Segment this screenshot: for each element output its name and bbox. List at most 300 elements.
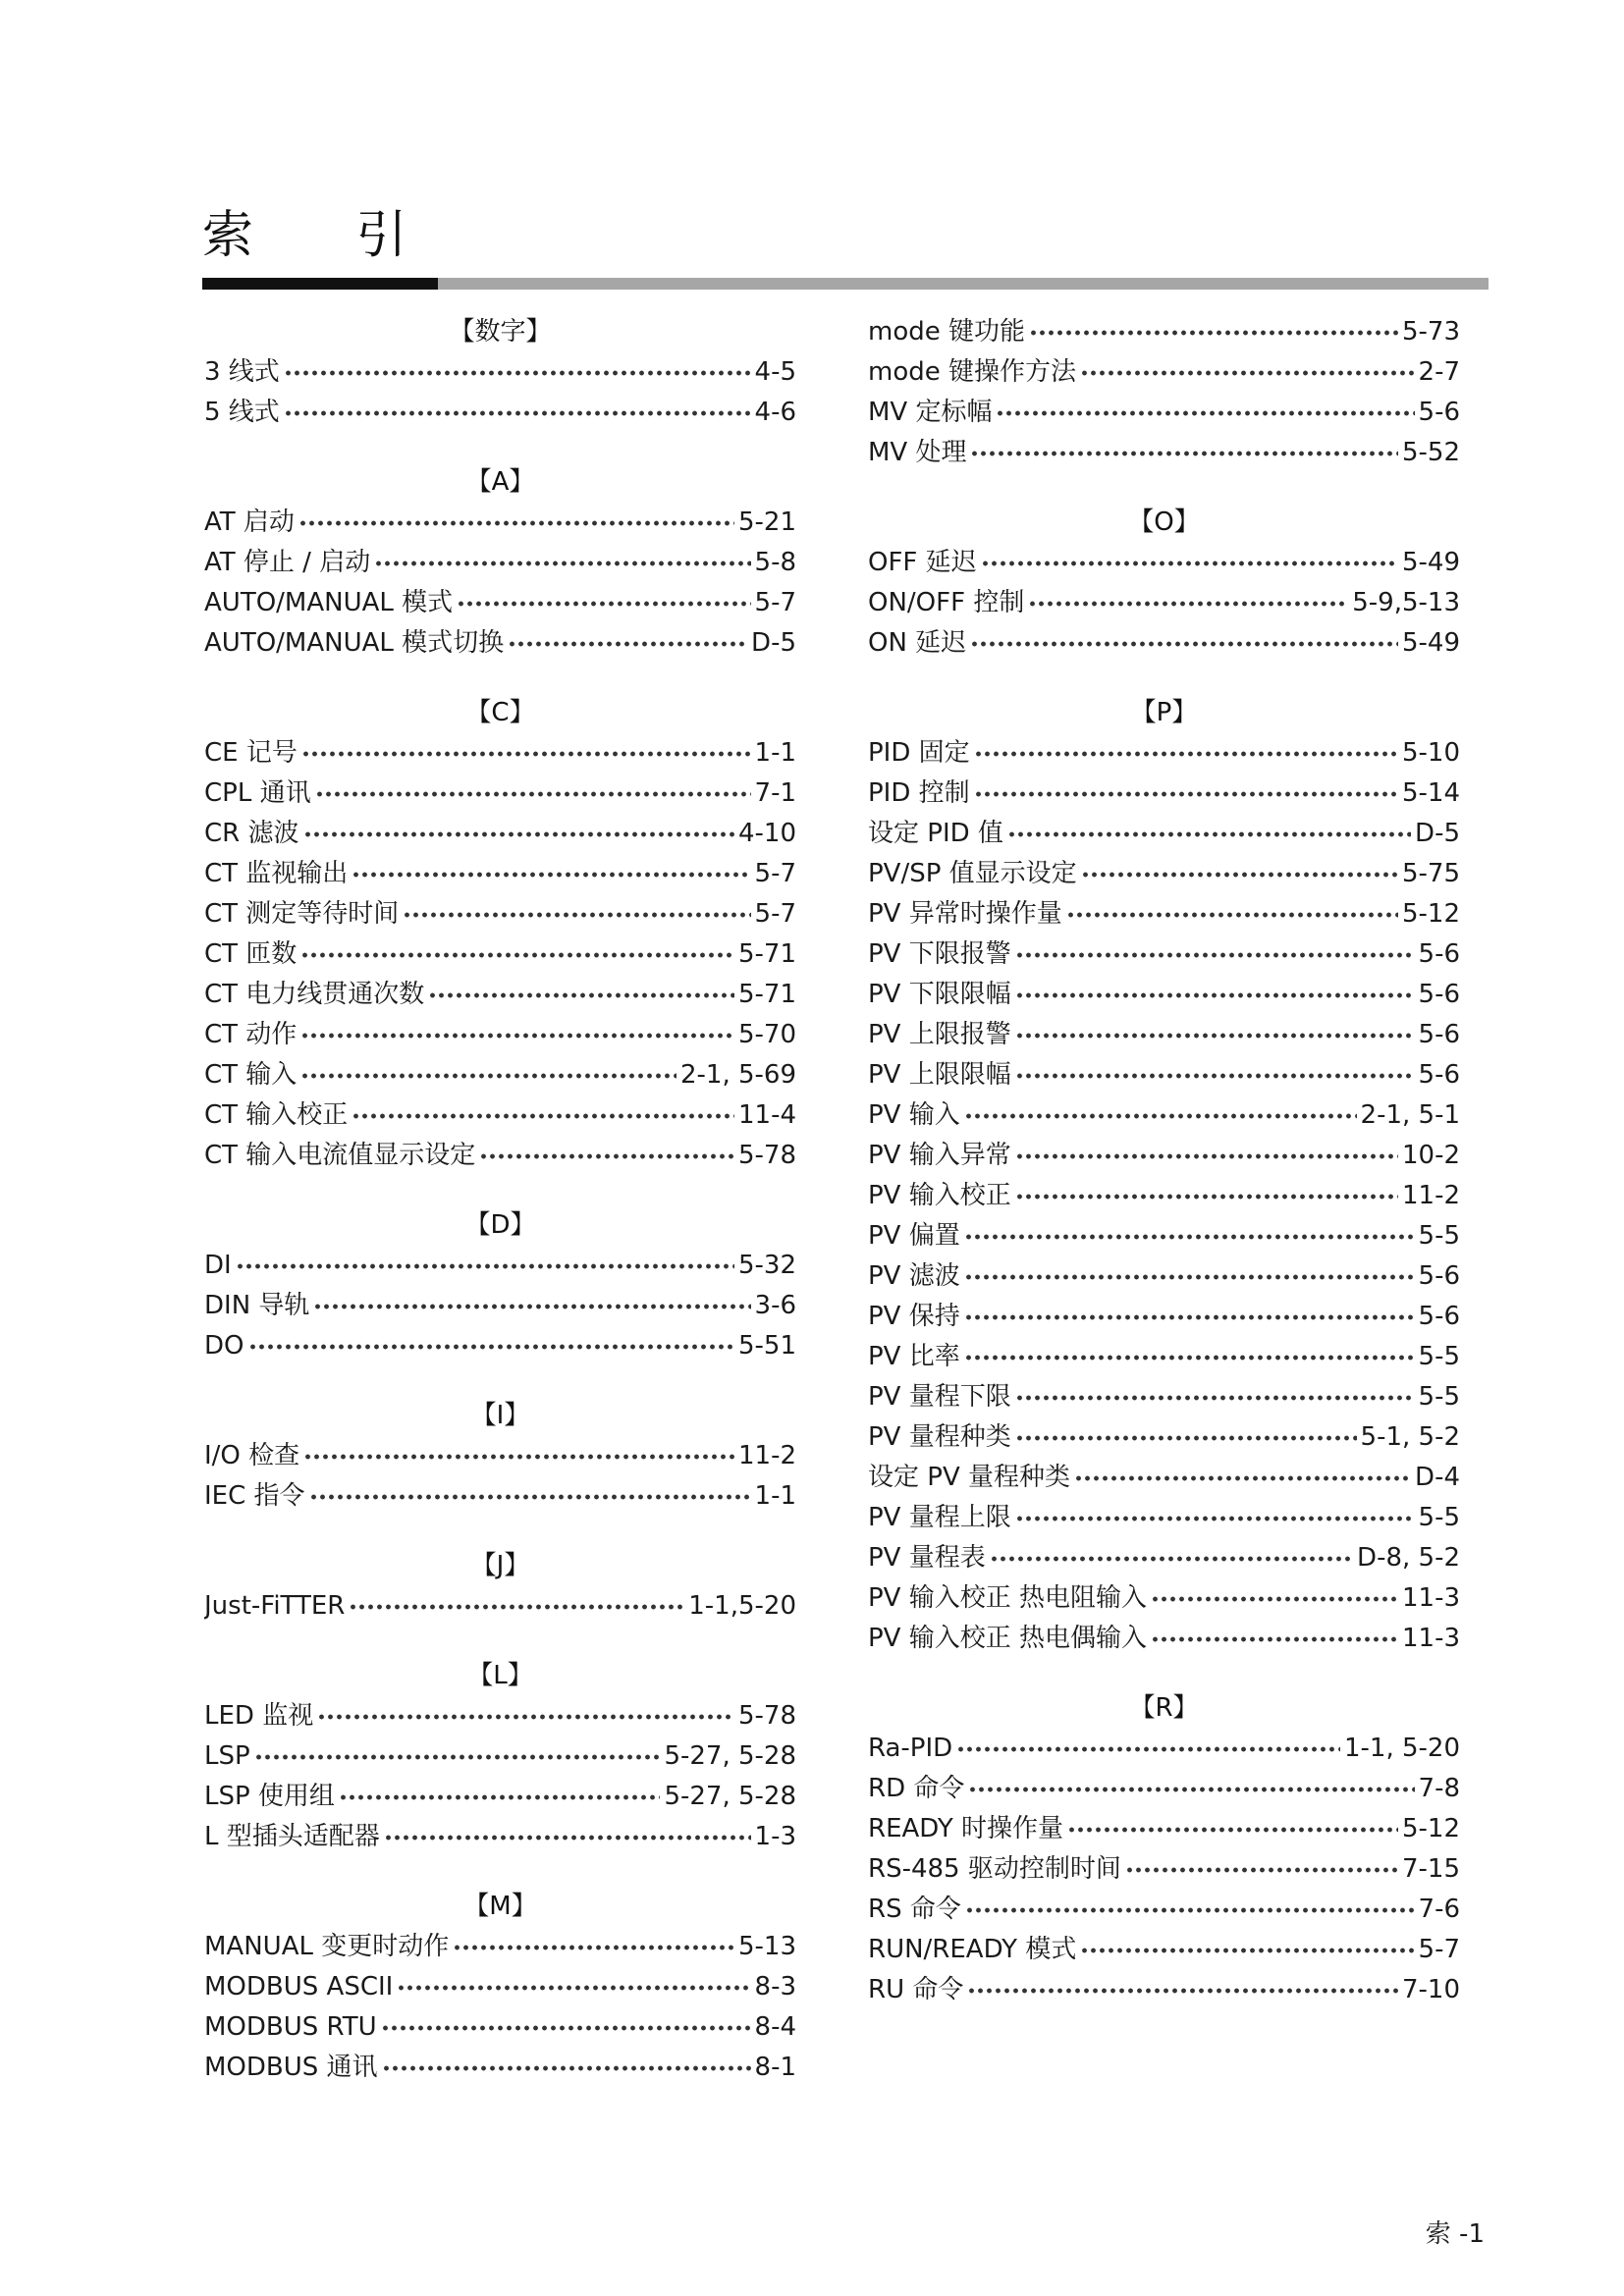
- index-page-ref: 5-78: [737, 1701, 796, 1731]
- index-entry: [868, 774, 1460, 814]
- index-entry: [868, 1890, 1460, 1930]
- dot-leader: [970, 640, 1398, 648]
- index-term: MV 处理: [868, 438, 967, 467]
- dot-leader: [403, 911, 750, 919]
- index-entry: [868, 1809, 1460, 1849]
- index-term: DIN 导轨: [204, 1291, 310, 1320]
- index-term: READY 时操作量: [868, 1814, 1064, 1843]
- index-page-ref: 11-2: [737, 1441, 796, 1470]
- dot-leader: [1080, 1947, 1414, 1954]
- section-gap: [204, 1366, 796, 1396]
- dot-leader: [284, 409, 751, 417]
- index-term: MV 定标幅: [868, 398, 993, 427]
- index-page-ref: 2-7: [1418, 357, 1460, 387]
- index-term: CPL 通讯: [204, 778, 311, 808]
- index-term: LSP: [204, 1741, 250, 1771]
- dot-leader: [349, 1603, 684, 1611]
- index-entry: [868, 1849, 1460, 1890]
- index-entry: [868, 1256, 1460, 1297]
- index-page-ref: 5-6: [1418, 1261, 1460, 1291]
- index-page-ref: 4-10: [737, 819, 796, 848]
- index-term: PID 固定: [868, 738, 970, 768]
- index-term: LED 监视: [204, 1701, 314, 1731]
- index-term: ON/OFF 控制: [868, 588, 1025, 617]
- index-term: PV 输入校正: [868, 1181, 1011, 1210]
- dot-leader: [382, 2064, 751, 2072]
- index-term: RD 命令: [868, 1774, 965, 1803]
- dot-leader: [300, 951, 734, 959]
- index-term: mode 键操作方法: [868, 357, 1076, 387]
- dot-leader: [990, 1555, 1353, 1563]
- dot-leader: [457, 600, 750, 608]
- index-entry: [868, 1619, 1460, 1659]
- section-gap: [204, 1627, 796, 1656]
- section-gap: [204, 1517, 796, 1546]
- index-term: AT 停止 / 启动: [204, 548, 371, 577]
- index-term: MODBUS 通讯: [204, 2053, 378, 2082]
- index-term: MODBUS RTU: [204, 2012, 377, 2042]
- index-term: 设定 PID 值: [868, 819, 1003, 848]
- index-entry: [204, 1927, 796, 1967]
- index-term: MODBUS ASCII: [204, 1972, 394, 2002]
- index-term: LSP 使用组: [204, 1782, 335, 1811]
- index-term: PV 比率: [868, 1342, 960, 1371]
- index-entry: [204, 352, 796, 393]
- index-entry: [204, 1095, 796, 1136]
- dot-leader: [1125, 1866, 1398, 1874]
- index-page-ref: 5-71: [737, 939, 796, 969]
- index-term: PV 量程下限: [868, 1382, 1011, 1412]
- index-page-ref: D-4: [1415, 1463, 1460, 1492]
- dot-leader: [1015, 1394, 1415, 1402]
- section-heading: 【数字】: [449, 317, 552, 347]
- index-term: CT 匝数: [204, 939, 298, 969]
- dot-leader: [453, 1944, 734, 1951]
- dot-leader: [300, 1072, 677, 1080]
- index-term: PV 量程表: [868, 1543, 986, 1573]
- index-term: IEC 指令: [204, 1481, 305, 1511]
- index-term: PV 下限限幅: [868, 980, 1011, 1009]
- index-term: CT 输入校正: [204, 1100, 349, 1130]
- index-entry: [204, 894, 796, 934]
- dot-leader: [352, 871, 750, 879]
- index-entry: [868, 1015, 1460, 1055]
- dot-leader: [339, 1793, 661, 1801]
- dot-leader: [1015, 1434, 1357, 1442]
- dot-leader: [313, 1303, 750, 1310]
- index-term: PV 输入校正 热电阻输入: [868, 1583, 1147, 1613]
- section-heading: 【M】: [463, 1892, 537, 1921]
- index-entry: [204, 1777, 796, 1817]
- index-entry: [868, 814, 1460, 854]
- section-heading: 【J】: [470, 1551, 530, 1580]
- index-term: AT 启动: [204, 507, 295, 537]
- dot-leader: [254, 1753, 661, 1761]
- index-page-ref: 1-1: [754, 738, 796, 768]
- index-entry: [204, 934, 796, 975]
- dot-leader: [1015, 951, 1415, 959]
- index-page-ref: 5-73: [1401, 317, 1460, 347]
- index-page-ref: 5-52: [1401, 438, 1460, 467]
- index-page-ref: 5-8: [754, 548, 796, 577]
- index-page-ref: 11-2: [1401, 1181, 1460, 1210]
- index-page-ref: 4-5: [754, 357, 796, 387]
- dot-leader: [1074, 1474, 1411, 1482]
- index-term: PV 输入: [868, 1100, 960, 1130]
- dot-leader: [298, 519, 734, 527]
- index-term: L 型插头适配器: [204, 1822, 380, 1851]
- dot-leader: [315, 790, 751, 798]
- index-entry: [204, 1586, 796, 1627]
- index-term: CT 输入电流值显示设定: [204, 1141, 476, 1170]
- index-term: Ra-PID: [868, 1734, 953, 1763]
- index-entry: [868, 1216, 1460, 1256]
- dot-leader: [967, 1987, 1398, 1995]
- index-page-ref: 2-1, 5-1: [1360, 1100, 1460, 1130]
- index-entry: [868, 433, 1460, 473]
- index-page-ref: 7-15: [1401, 1854, 1460, 1884]
- index-entry: [204, 1015, 796, 1055]
- dot-leader: [317, 1713, 734, 1721]
- index-page-ref: 5-7: [754, 899, 796, 929]
- index-term: PV 输入异常: [868, 1141, 1011, 1170]
- index-term: PV 上限限幅: [868, 1060, 1011, 1090]
- index-term: PV 上限报警: [868, 1020, 1011, 1049]
- index-entry: [204, 1476, 796, 1517]
- section-gap: [204, 1176, 796, 1205]
- index-term: OFF 延迟: [868, 548, 977, 577]
- index-entry: [204, 1326, 796, 1366]
- dot-leader: [300, 1032, 734, 1040]
- index-page-ref: 5-51: [737, 1331, 796, 1361]
- section-gap: [204, 433, 796, 462]
- index-term: CT 输入: [204, 1060, 298, 1090]
- dot-leader: [964, 1313, 1415, 1321]
- index-term: PV 异常时操作量: [868, 899, 1062, 929]
- index-page-ref: 5-5: [1418, 1382, 1460, 1412]
- index-term: 设定 PV 量程种类: [868, 1463, 1070, 1492]
- title-rule-dark: [202, 278, 438, 290]
- dot-leader: [303, 1453, 734, 1461]
- section-heading: 【L】: [467, 1661, 533, 1690]
- index-page-ref: 5-7: [1418, 1935, 1460, 1964]
- section-heading: 【C】: [465, 698, 535, 727]
- index-entry: [868, 1055, 1460, 1095]
- index-term: PV 下限报警: [868, 939, 1011, 969]
- index-entry: [204, 975, 796, 1015]
- index-page-ref: 5-5: [1418, 1503, 1460, 1532]
- dot-leader: [964, 1354, 1415, 1362]
- index-page-ref: 5-5: [1418, 1342, 1460, 1371]
- index-term: PV 量程种类: [868, 1422, 1011, 1452]
- index-page-ref: 5-78: [737, 1141, 796, 1170]
- index-page-ref: 11-3: [1401, 1624, 1460, 1653]
- index-entry: [868, 352, 1460, 393]
- dot-leader: [384, 1834, 751, 1842]
- index-entry: [204, 1246, 796, 1286]
- index-entry: [204, 814, 796, 854]
- index-page-ref: 5-6: [1418, 1020, 1460, 1049]
- index-term: 3 线式: [204, 357, 280, 387]
- index-page-ref: 4-6: [754, 398, 796, 427]
- index-page-ref: 2-1, 5-69: [679, 1060, 796, 1090]
- index-page-ref: 5-5: [1418, 1221, 1460, 1251]
- dot-leader: [974, 750, 1398, 758]
- index-entry: [204, 503, 796, 543]
- dot-leader: [381, 2024, 751, 2032]
- index-term: RS-485 驱动控制时间: [868, 1854, 1121, 1884]
- dot-leader: [964, 1233, 1415, 1241]
- index-term: PV 输入校正 热电偶输入: [868, 1624, 1147, 1653]
- index-page-ref: 5-27, 5-28: [664, 1782, 796, 1811]
- index-entry: [204, 774, 796, 814]
- dot-leader: [309, 1493, 751, 1501]
- index-term: MANUAL 变更时动作: [204, 1932, 450, 1961]
- index-page-ref: 10-2: [1401, 1141, 1460, 1170]
- index-page-ref: 5-27, 5-28: [664, 1741, 796, 1771]
- index-page-ref: 5-14: [1401, 778, 1460, 808]
- section-gap: [868, 1659, 1460, 1688]
- dot-leader: [1080, 369, 1415, 377]
- index-term: CR 滤波: [204, 819, 299, 848]
- index-term: Just-FiTTER: [204, 1591, 346, 1621]
- dot-leader: [1029, 329, 1398, 337]
- index-entry: [204, 623, 796, 664]
- index-entry: [868, 1458, 1460, 1498]
- index-entry: [204, 583, 796, 623]
- index-page-ref: 5-6: [1418, 980, 1460, 1009]
- index-page-ref: 11-3: [1401, 1583, 1460, 1613]
- section-gap: [868, 664, 1460, 693]
- dot-leader: [1015, 1515, 1415, 1522]
- index-term: AUTO/MANUAL 模式: [204, 588, 454, 617]
- index-term: PV 保持: [868, 1302, 960, 1331]
- index-entry: [868, 1176, 1460, 1216]
- index-entry: [868, 1769, 1460, 1809]
- dot-leader: [1015, 1193, 1398, 1201]
- dot-leader: [428, 991, 734, 999]
- dot-leader: [1007, 830, 1411, 838]
- index-term: DO: [204, 1331, 244, 1361]
- index-entry: [204, 1136, 796, 1176]
- dot-leader: [965, 1906, 1415, 1914]
- index-page-ref: 5-6: [1418, 939, 1460, 969]
- index-term: PV 偏置: [868, 1221, 960, 1251]
- dot-leader: [1015, 991, 1415, 999]
- dot-leader: [301, 750, 751, 758]
- index-entry: [204, 1696, 796, 1736]
- dot-leader: [1067, 1826, 1398, 1834]
- index-entry: [204, 1967, 796, 2007]
- dot-leader: [970, 450, 1398, 457]
- index-entry: [868, 1498, 1460, 1538]
- index-page-ref: 8-1: [754, 2053, 796, 2082]
- index-page-ref: 5-13: [737, 1932, 796, 1961]
- index-page-ref: 5-75: [1401, 859, 1460, 888]
- index-page-ref: D-8, 5-2: [1357, 1543, 1460, 1573]
- index-term: CT 动作: [204, 1020, 298, 1049]
- index-term: PV 量程上限: [868, 1503, 1011, 1532]
- index-page-ref: 8-4: [754, 2012, 796, 2042]
- index-page-ref: 5-7: [754, 588, 796, 617]
- dot-leader: [303, 830, 734, 838]
- index-page-ref: 1-1,5-20: [688, 1591, 796, 1621]
- dot-leader: [1066, 911, 1398, 919]
- index-page-ref: D-5: [751, 628, 796, 658]
- index-page-ref: 5-10: [1401, 738, 1460, 768]
- dot-leader: [974, 790, 1398, 798]
- index-entry: [868, 1729, 1460, 1769]
- page-title: 索 引: [202, 206, 451, 265]
- index-page-ref: 3-6: [754, 1291, 796, 1320]
- index-entry: [868, 1538, 1460, 1578]
- section-heading: 【D】: [464, 1210, 536, 1240]
- dot-leader: [1015, 1072, 1415, 1080]
- index-entry: [204, 1736, 796, 1777]
- index-term: CT 测定等待时间: [204, 899, 400, 929]
- index-entry: [868, 733, 1460, 774]
- index-page-ref: 5-1, 5-2: [1360, 1422, 1460, 1452]
- index-entry: [868, 623, 1460, 664]
- index-entry: [204, 854, 796, 894]
- dot-leader: [964, 1273, 1415, 1281]
- dot-leader: [1151, 1595, 1398, 1603]
- index-entry: [868, 975, 1460, 1015]
- index-entry: [868, 1136, 1460, 1176]
- dot-leader: [964, 1112, 1357, 1120]
- index-entry: [868, 1578, 1460, 1619]
- index-entry: [204, 1817, 796, 1857]
- index-term: RS 命令: [868, 1895, 961, 1924]
- index-entry: [204, 393, 796, 433]
- section-heading: 【I】: [470, 1401, 530, 1430]
- index-page-ref: 5-12: [1401, 899, 1460, 929]
- dot-leader: [397, 1984, 750, 1992]
- index-term: ON 延迟: [868, 628, 967, 658]
- index-entry: [868, 1095, 1460, 1136]
- index-entry: [204, 1055, 796, 1095]
- index-entry: [868, 894, 1460, 934]
- index-page-ref: 11-4: [737, 1100, 796, 1130]
- index-page-ref: 1-1, 5-20: [1343, 1734, 1460, 1763]
- index-page-ref: 7-10: [1401, 1975, 1460, 2004]
- dot-leader: [479, 1152, 734, 1160]
- dot-leader: [508, 640, 747, 648]
- dot-leader: [374, 560, 750, 567]
- index-entry: [868, 1377, 1460, 1417]
- index-term: PV/SP 值显示设定: [868, 859, 1077, 888]
- dot-leader: [1151, 1635, 1398, 1643]
- dot-leader: [248, 1343, 734, 1351]
- index-page-ref: 5-9,5-13: [1352, 588, 1460, 617]
- index-column-left: [204, 312, 796, 2088]
- index-entry: [868, 543, 1460, 583]
- section-gap: [868, 473, 1460, 503]
- title-rule: [202, 278, 1489, 290]
- index-page-ref: 5-71: [737, 980, 796, 1009]
- index-entry: [868, 1930, 1460, 1970]
- index-page-ref: 5-32: [737, 1251, 796, 1280]
- dot-leader: [956, 1745, 1340, 1753]
- section-heading: 【A】: [465, 467, 535, 497]
- dot-leader: [284, 369, 751, 377]
- index-entry: [204, 2007, 796, 2048]
- index-term: PV 滤波: [868, 1261, 960, 1291]
- index-entry: [868, 1297, 1460, 1337]
- index-term: I/O 检查: [204, 1441, 300, 1470]
- index-page-ref: 5-6: [1418, 398, 1460, 427]
- index-term: DI: [204, 1251, 232, 1280]
- dot-leader: [1015, 1032, 1415, 1040]
- index-entry: [868, 1970, 1460, 2010]
- index-page-ref: 5-7: [754, 859, 796, 888]
- index-term: AUTO/MANUAL 模式切换: [204, 628, 505, 658]
- index-entry: [204, 2048, 796, 2088]
- index-page-ref: 1-1: [754, 1481, 796, 1511]
- index-entry: [868, 934, 1460, 975]
- index-entry: [868, 583, 1460, 623]
- dot-leader: [1015, 1152, 1398, 1160]
- section-heading: 【P】: [1130, 698, 1198, 727]
- index-page-ref: D-5: [1415, 819, 1460, 848]
- title-rule-light: [438, 278, 1489, 290]
- dot-leader: [968, 1786, 1414, 1793]
- index-entry: [204, 543, 796, 583]
- section-gap: [204, 664, 796, 693]
- index-entry: [868, 1337, 1460, 1377]
- index-term: 5 线式: [204, 398, 280, 427]
- section-gap: [204, 1857, 796, 1887]
- section-heading: 【O】: [1128, 507, 1200, 537]
- index-page-ref: 5-6: [1418, 1302, 1460, 1331]
- dot-leader: [996, 409, 1414, 417]
- index-term: CE 记号: [204, 738, 298, 768]
- index-term: CT 监视输出: [204, 859, 349, 888]
- index-entry: [204, 1286, 796, 1326]
- index-page-ref: 5-49: [1401, 548, 1460, 577]
- index-page-ref: 5-70: [737, 1020, 796, 1049]
- index-term: RUN/READY 模式: [868, 1935, 1077, 1964]
- dot-leader: [981, 560, 1398, 567]
- index-page-ref: 7-1: [754, 778, 796, 808]
- index-page-ref: 8-3: [754, 1972, 796, 2002]
- index-page-ref: 5-12: [1401, 1814, 1460, 1843]
- index-page-ref: 7-8: [1418, 1774, 1460, 1803]
- index-term: mode 键功能: [868, 317, 1025, 347]
- index-page-ref: 1-3: [754, 1822, 796, 1851]
- page-number: 索 -1: [1425, 2219, 1485, 2249]
- section-heading: 【R】: [1129, 1693, 1199, 1723]
- index-term: RU 命令: [868, 1975, 964, 2004]
- index-page-ref: 5-6: [1418, 1060, 1460, 1090]
- index-page-ref: 7-6: [1418, 1895, 1460, 1924]
- index-term: CT 电力线贯通次数: [204, 980, 425, 1009]
- index-entry: [868, 1417, 1460, 1458]
- index-entry: [204, 733, 796, 774]
- index-entry: [868, 312, 1460, 352]
- dot-leader: [352, 1112, 734, 1120]
- dot-leader: [236, 1262, 734, 1270]
- index-entry: [868, 393, 1460, 433]
- index-term: PID 控制: [868, 778, 970, 808]
- index-column-right: [868, 312, 1460, 2010]
- index-page-ref: 5-21: [737, 507, 796, 537]
- index-entry: [868, 854, 1460, 894]
- index-page-ref: 5-49: [1401, 628, 1460, 658]
- dot-leader: [1081, 871, 1398, 879]
- dot-leader: [1028, 600, 1348, 608]
- index-entry: [204, 1436, 796, 1476]
